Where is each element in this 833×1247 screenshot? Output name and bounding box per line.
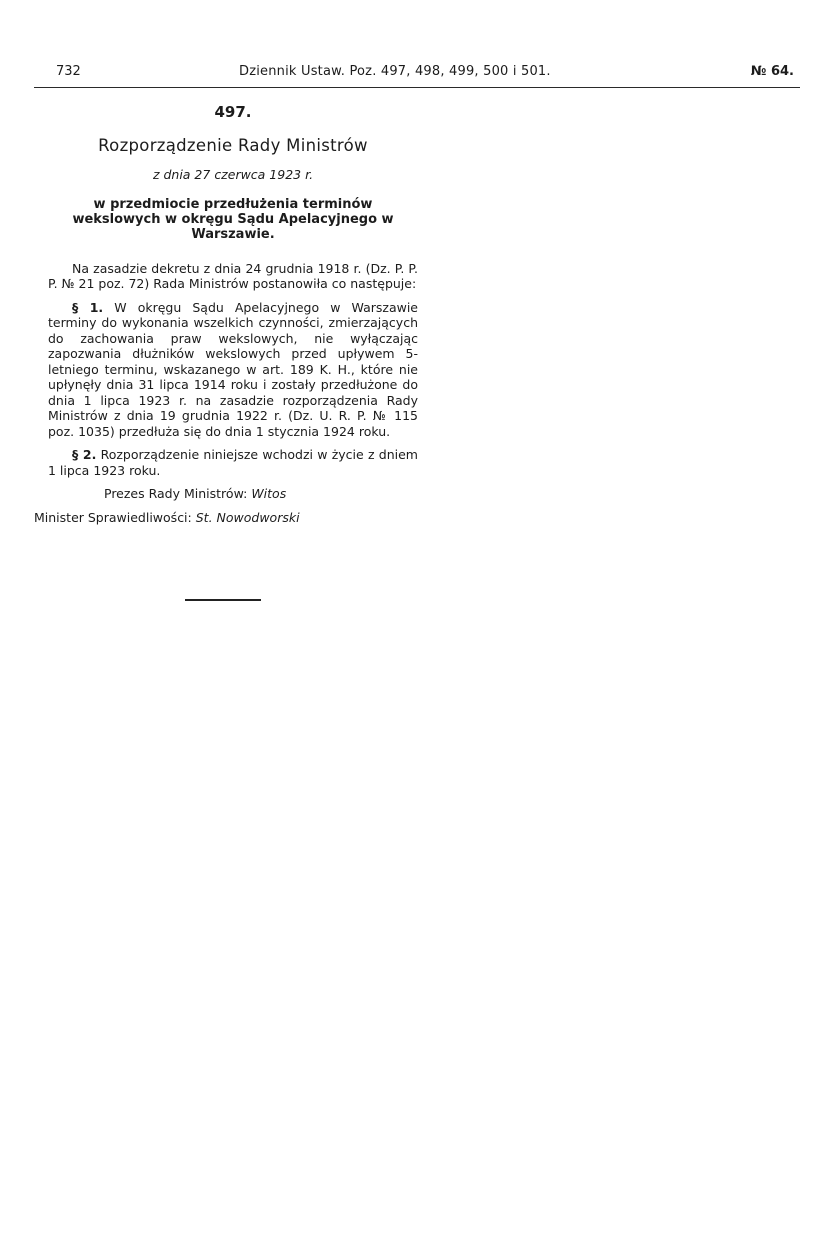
document-number: 497. [214, 103, 252, 121]
end-divider [185, 599, 261, 601]
document-body [34, 100, 418, 525]
section-2-text: Rozporządzenie niniejsze wchodzi w życie z dniem 1 lipca 1923 roku. [48, 447, 418, 478]
document-title: Rozporządzenie Rady Ministrów [98, 135, 368, 155]
president-name: Witos [251, 486, 287, 501]
header-divider [34, 87, 800, 88]
page-header [34, 64, 794, 84]
president-label: Prezes Rady Ministrów: [104, 486, 248, 501]
signature-minister [34, 510, 418, 526]
journal-title: Dziennik Ustaw. Poz. 497, 498, 499, 500 i 501. [239, 64, 551, 79]
section-1-text: W okręgu Sądu Apelacyjnego w Warszawie terminy do wykonania wszelkich czynności, zmierzających do zachowania praw wekslowych, nie wyłączając zapozwania dłużników wekslowych przed upływem 5-letniego terminu, wskazanego w art. 189 K. H., które nie upłynęły dnia 31 lipca 1914 roku i zostały przedłużone do dnia 1 lipca 1923 r. na zasadzie rozporządzenia Rady Ministrów z dnia 19 grudnia 1922 r. (Dz. U. R. P. № 115 poz. 1035) przedłuża się do dnia 1 stycznia 1924 roku. [48, 299, 418, 439]
issue-number: № 64. [750, 64, 794, 79]
document-date: z dnia 27 czerwca 1923 r. [152, 167, 314, 182]
section-1-label: § 1. [72, 299, 104, 315]
section-1 [48, 300, 418, 440]
document-subject: w przedmiocie przedłużenia terminów wekslowych w okręgu Sądu Apelacyjnego w Warszawie. [72, 196, 394, 242]
signature-president [48, 486, 418, 502]
minister-name: St. Nowodworski [195, 509, 300, 525]
minister-label: Minister Sprawiedliwości: [34, 509, 192, 525]
intro-paragraph: Na zasadzie dekretu z dnia 24 grudnia 1918 r. (Dz. P. P. P. № 21 poz. 72) Rada Ministrów postanowiła co następuje: [48, 260, 418, 291]
section-2-label: § 2. [72, 447, 97, 462]
section-2 [48, 447, 418, 478]
page-number: 732 [56, 64, 81, 79]
